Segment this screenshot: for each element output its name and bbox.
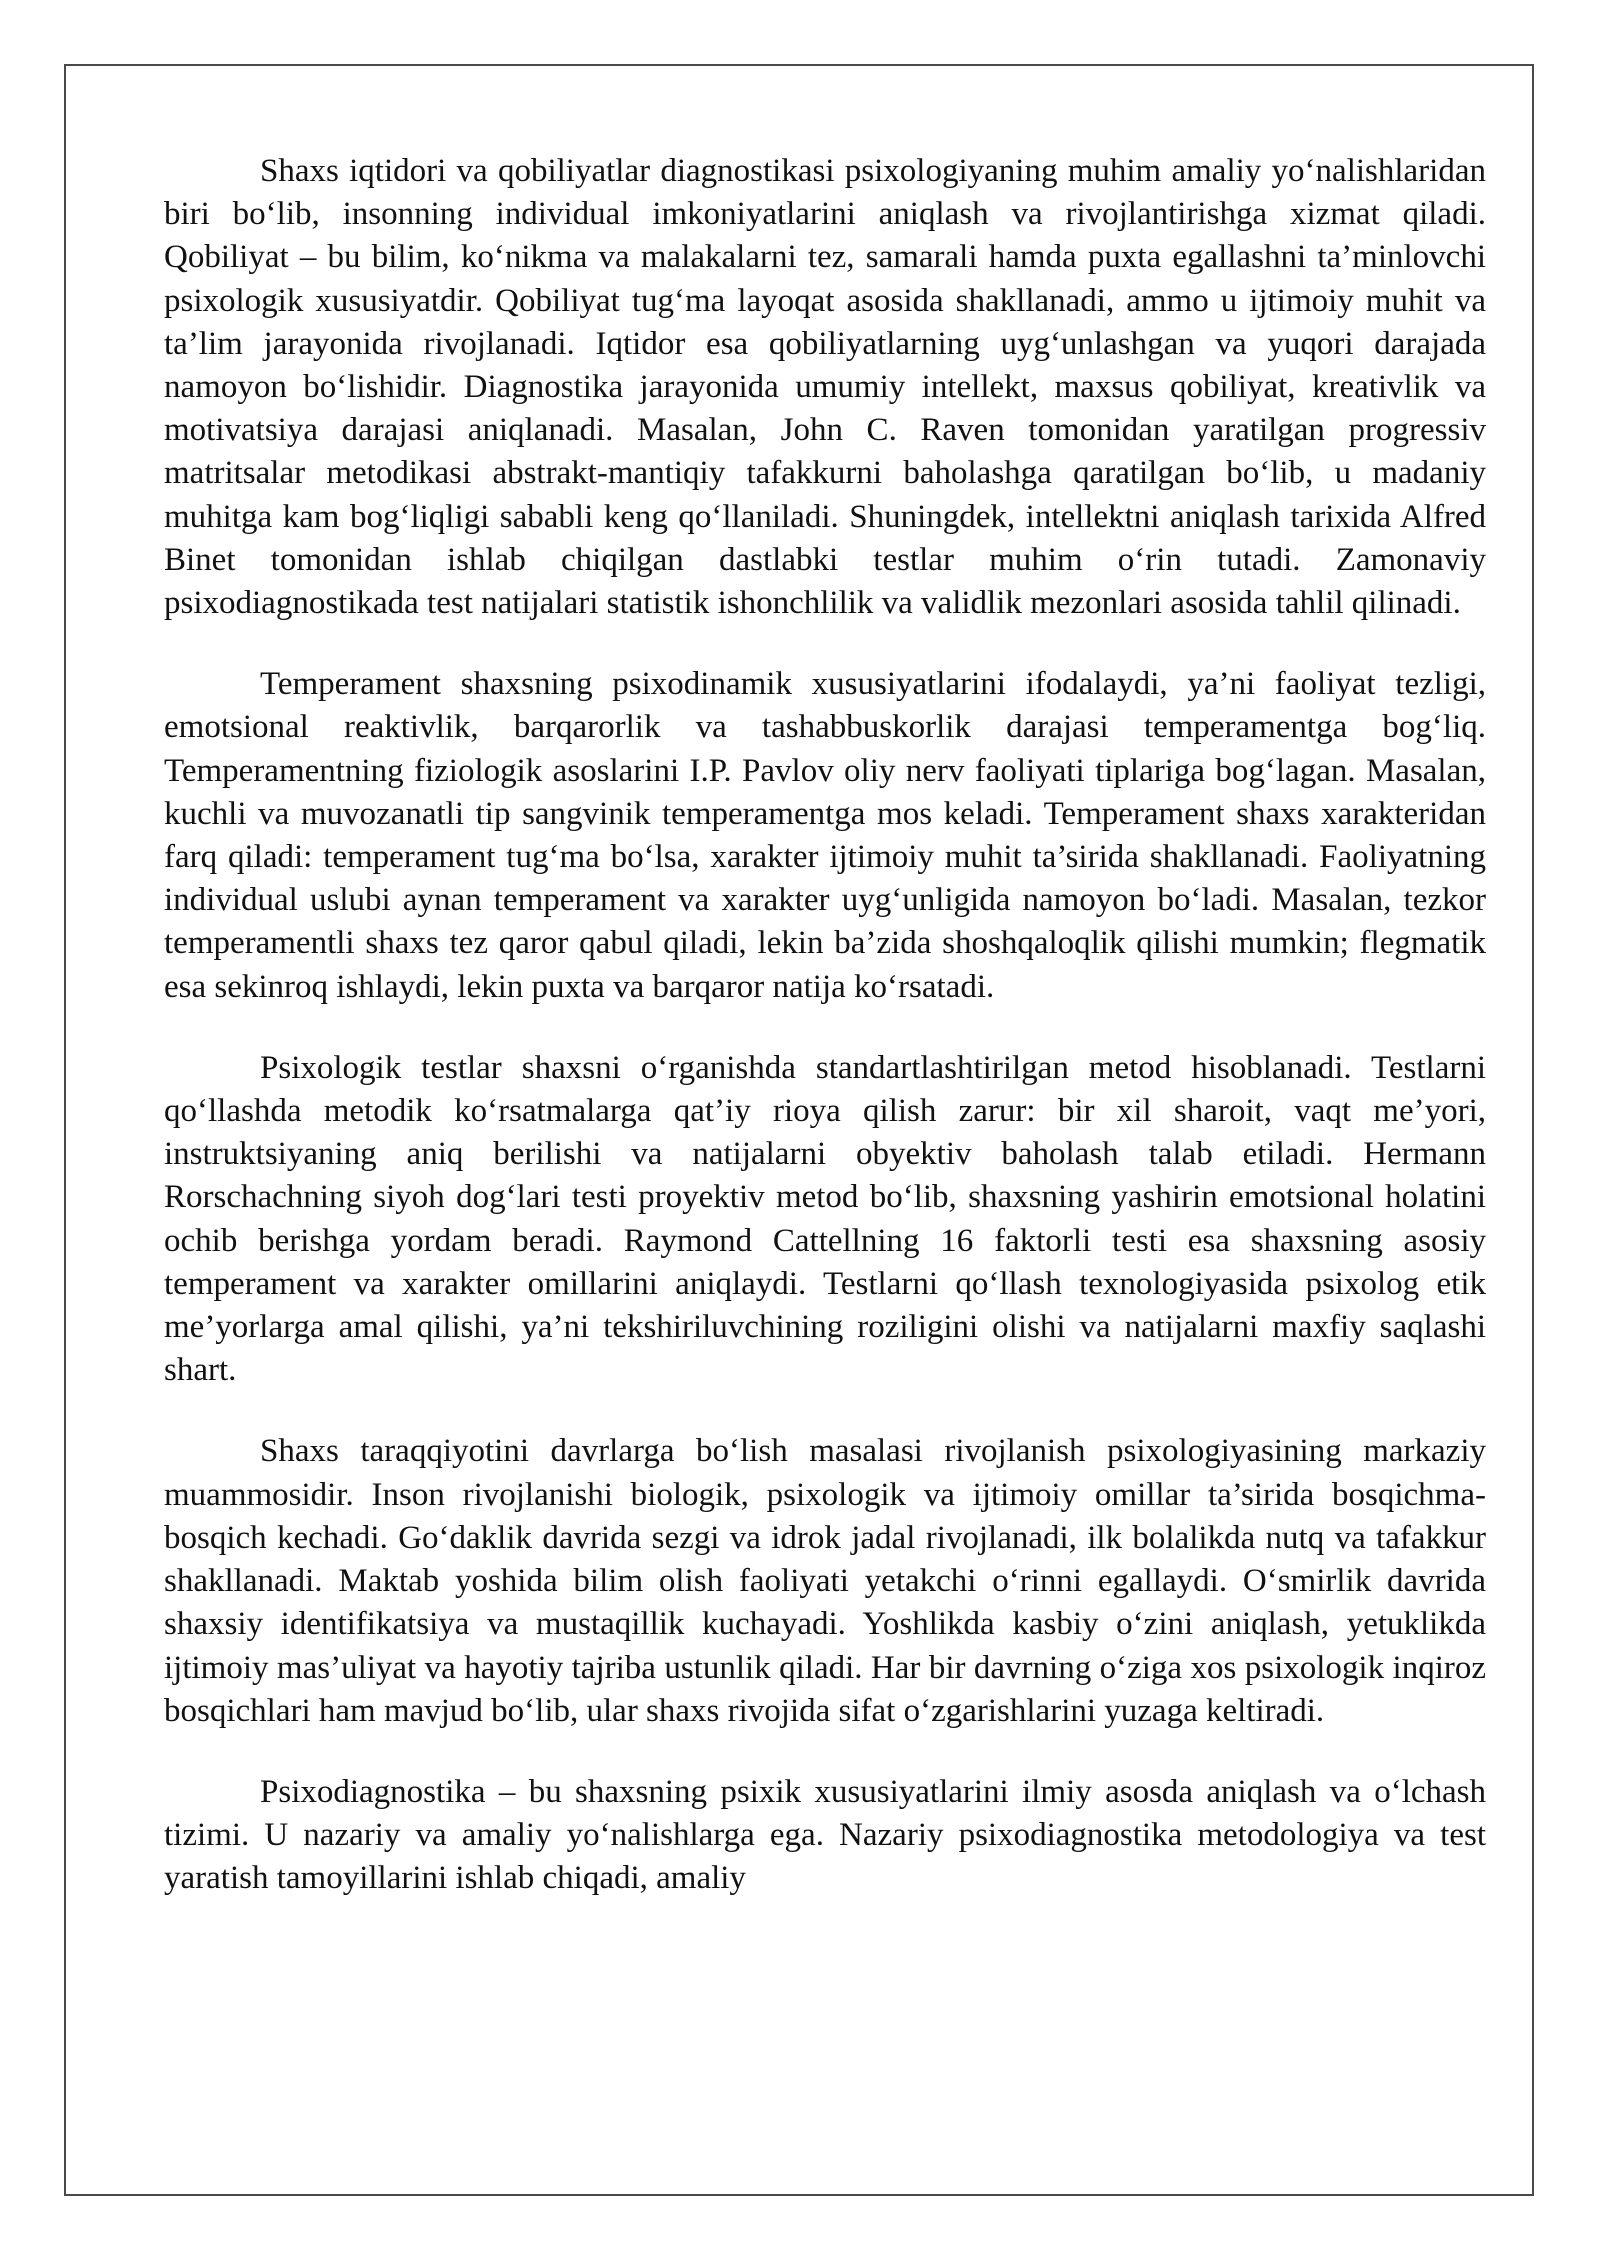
paragraph-psychodiagnostics: Psixodiagnostika – bu shaxsning psixik xususiyatlarini ilmiy asosda aniqlash va o‘lchash tizimi. U nazariy va amaliy yo‘nalishlarga ega. Nazariy psixodiagnostika metodologiya va test yaratish tamoyillarini ishlab chiqadi, amaliy	[164, 1773, 1486, 1897]
paragraph-development-periods: Shaxs taraqqiyotini davrlarga bo‘lish masalasi rivojlanish psixologiyasining markaziy muammosidir. Inson rivojlanishi biologik, psixologik va ijtimoiy omillar ta’sirida bosqichma-bosqich kechadi. Go‘daklik davrida sezgi va idrok jadal rivojlanadi, ilk bolalikda nutq va tafakkur shakllanadi. Maktab yoshida bilim olish faoliyati yetakchi o‘rinni egallaydi. O‘smirlik davrida shaxsiy identifikatsiya va mustaqillik kuchayadi. Yoshlikda kasbiy o‘zini aniqlash, yetuklikda ijtimoiy mas’uliyat va hayotiy tajriba ustunlik qiladi. Har bir davrning o‘ziga xos psixologik inqiroz bosqichlari ham mavjud bo‘lib, ular shaxs rivojida sifat o‘zgarishlarini yuzaga keltiradi.	[164, 1433, 1486, 1729]
document-body	[164, 150, 1486, 1939]
paragraph-abilities-diagnostics: Shaxs iqtidori va qobiliyatlar diagnostikasi psixologiyaning muhim amaliy yo‘nalishlaridan biri bo‘lib, insonning individual imkoniyatlarini aniqlash va rivojlantirishga xizmat qiladi. Qobiliyat – bu bilim, ko‘nikma va malakalarni tez, samarali hamda puxta egallashni ta’minlovchi psixologik xususiyatdir. Qobiliyat tug‘ma layoqat asosida shakllanadi, ammo u ijtimoiy muhit va ta’lim jarayonida rivojlanadi. Iqtidor esa qobiliyatlarning uyg‘unlashgan va yuqori darajada namoyon bo‘lishidir. Diagnostika jarayonida umumiy intellekt, maxsus qobiliyat, kreativlik va motivatsiya darajasi aniqlanadi. Masalan, John C. Raven tomonidan yaratilgan progressiv matritsalar metodikasi abstrakt-mantiqiy tafakkurni baholashga qaratilgan bo‘lib, u madaniy muhitga kam bog‘liqligi sababli keng qo‘llaniladi. Shuningdek, intellektni aniqlash tarixida Alfred Binet tomonidan ishlab chiqilgan dastlabki testlar muhim o‘rin tutadi. Zamonaviy psixodiagnostikada test natijalari statistik ishonchlilik va validlik mezonlari asosida tahlil qilinadi.	[164, 153, 1486, 622]
paragraph-temperament: Temperament shaxsning psixodinamik xususiyatlarini ifodalaydi, ya’ni faoliyat tezligi, emotsional reaktivlik, barqarorlik va tashabbuskorlik darajasi temperamentga bog‘liq. Temperamentning fiziologik asoslarini I.P. Pavlov oliy nerv faoliyati tiplariga bog‘lagan. Masalan, kuchli va muvozanatli tip sangvinik temperamentga mos keladi. Temperament shaxs xarakteridan farq qiladi: temperament tug‘ma bo‘lsa, xarakter ijtimoiy muhit ta’sirida shakllanadi. Faoliyatning individual uslubi aynan temperament va xarakter uyg‘unligida namoyon bo‘ladi. Masalan, tezkor temperamentli shaxs tez qaror qabul qiladi, lekin ba’zida shoshqaloqlik qilishi mumkin; flegmatik esa sekinroq ishlaydi, lekin puxta va barqaror natija ko‘rsatadi.	[164, 666, 1486, 1005]
paragraph-psychological-tests: Psixologik testlar shaxsni o‘rganishda standartlashtirilgan metod hisoblanadi. Testlarni qo‘llashda metodik ko‘rsatmalarga qat’iy rioya qilish zarur: bir xil sharoit, vaqt me’yori, instruktsiyaning aniq berilishi va natijalarni obyektiv baholash talab etiladi. Hermann Rorschachning siyoh dog‘lari testi proyektiv metod bo‘lib, shaxsning yashirin emotsional holatini ochib berishga yordam beradi. Raymond Cattellning 16 faktorli testi esa shaxsning asosiy temperament va xarakter omillarini aniqlaydi. Testlarni qo‘llash texnologiyasida psixolog etik me’yorlarga amal qilishi, ya’ni tekshiriluvchining roziligini olishi va natijalarni maxfiy saqlashi shart.	[164, 1049, 1486, 1389]
